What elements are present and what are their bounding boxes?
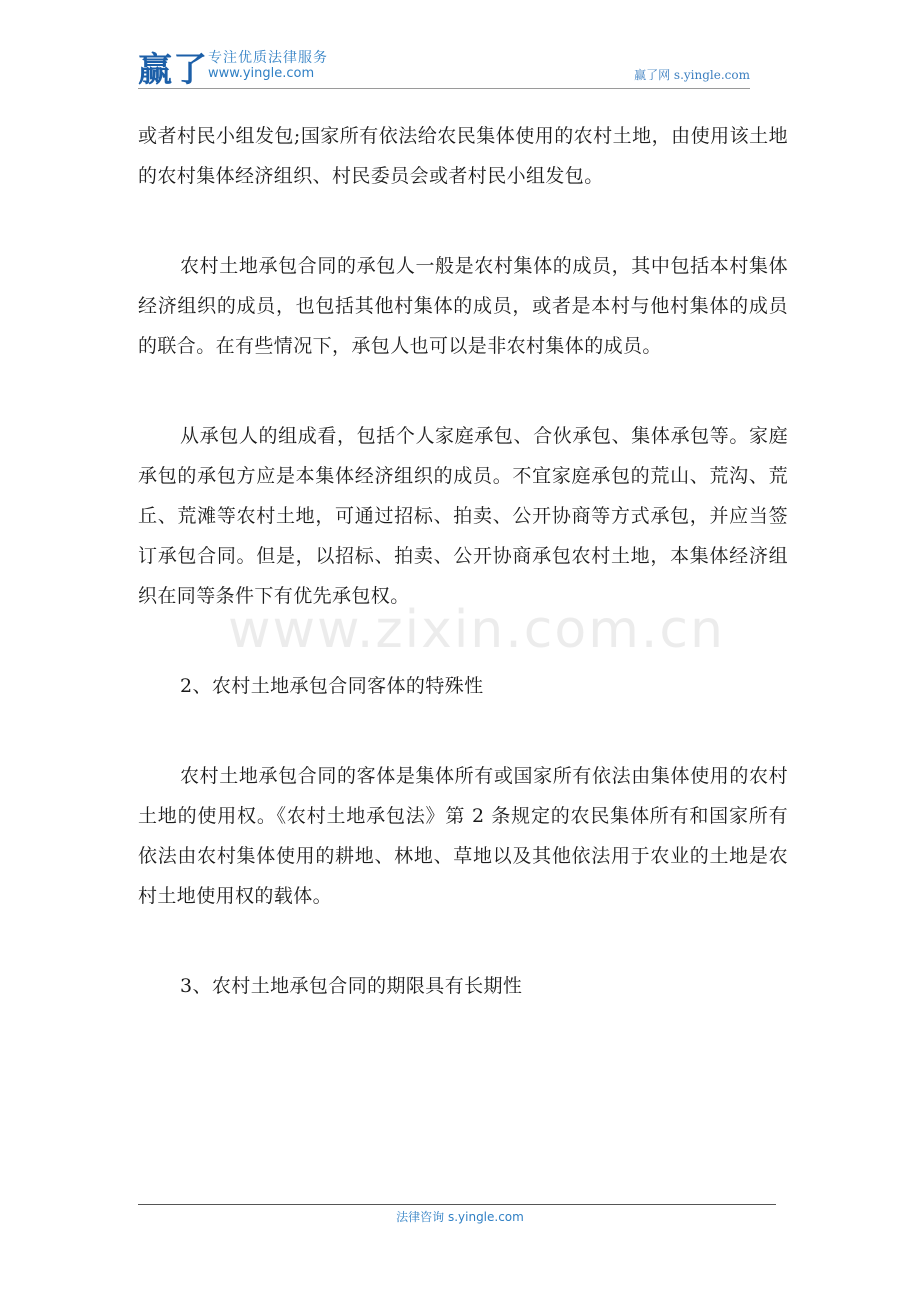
section-heading-2: 2、农村土地承包合同客体的特殊性 (180, 675, 484, 697)
header-divider (138, 88, 750, 89)
section-heading-3: 3、农村土地承包合同的期限具有长期性 (180, 975, 523, 997)
page-footer[interactable]: 法律咨询 s.yingle.com (396, 1210, 524, 1224)
logo-text-block (208, 50, 328, 82)
paragraph-contractor: 农村土地承包合同的承包人一般是农村集体的成员，其中包括本村集体经济组织的成员，也包括其他村集体的成员，或者是本村与他村集体的成员的联合。在有些情况下，承包人也可以是非农村集体的成员。 (138, 255, 788, 357)
logo-url[interactable]: www.yingle.com (208, 66, 315, 81)
watermark: www.zixin.com.cn (228, 600, 725, 660)
logo-slogan: 专注优质法律服务 (208, 50, 328, 66)
footer-divider (138, 1204, 776, 1205)
paragraph-continued: 或者村民小组发包;国家所有依法给农民集体使用的农村土地，由使用该土地的农村集体经济组织、村民委员会或者村民小组发包。 (138, 125, 788, 187)
paragraph-object: 农村土地承包合同的客体是集体所有或国家所有依法由集体使用的农村土地的使用权。《农村土地承包法》第 2 条规定的农民集体所有和国家所有依法由农村集体使用的耕地、林地、草地以及其他依法用于农业的土地是农村土地使用权的载体。 (138, 765, 788, 907)
page-header (138, 46, 750, 88)
yingle-logo[interactable] (138, 48, 208, 88)
header-site-link[interactable]: 赢了网 s.yingle.com (634, 68, 750, 82)
document-body (138, 116, 788, 1006)
logo-characters: 赢了 (138, 50, 208, 90)
paragraph-composition: 从承包人的组成看，包括个人家庭承包、合伙承包、集体承包等。家庭承包的承包方应是本集体经济组织的成员。不宜家庭承包的荒山、荒沟、荒丘、荒滩等农村土地，可通过招标、拍卖、公开协商等方式承包，并应当签订承包合同。但是，以招标、拍卖、公开协商承包农村土地，本集体经济组织在同等条件下有优先承包权。 (138, 425, 788, 607)
